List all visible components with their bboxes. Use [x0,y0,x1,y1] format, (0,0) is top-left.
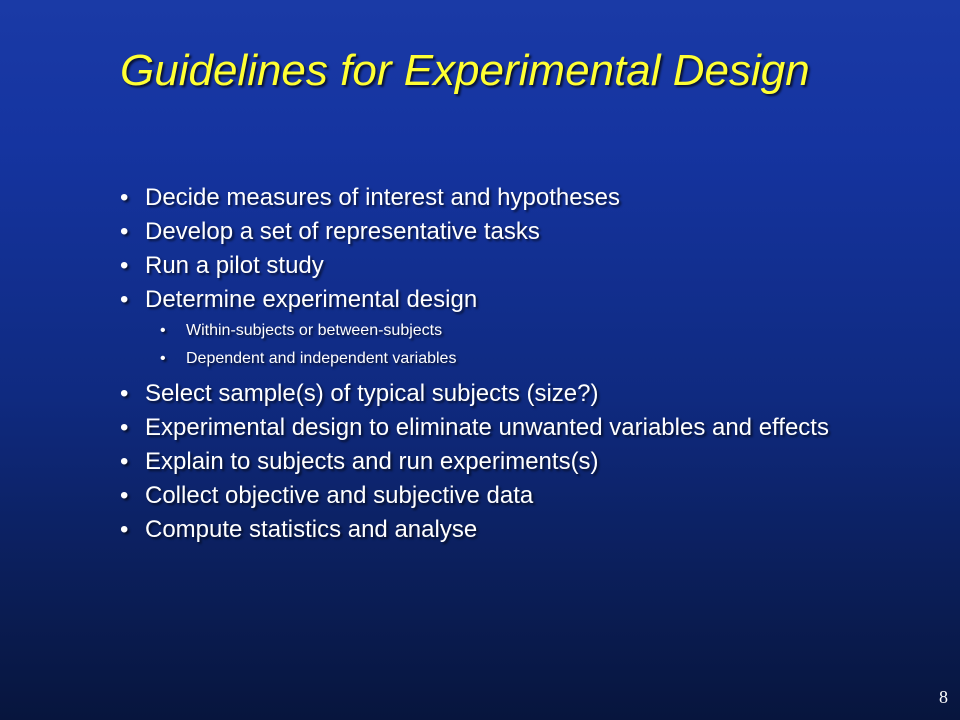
bullet-item [120,220,840,244]
bullet-dot-icon: • [120,252,129,279]
bullet-text: Decide measures of interest and hypotheses [145,184,620,211]
bullet-dot-icon: • [120,286,129,313]
bullet-text: Determine experimental design [145,286,478,313]
bullet-dot-icon: • [120,184,129,211]
bullet-text: Experimental design to eliminate unwanted variables and effects [145,414,829,441]
bullet-dot-icon: • [120,380,129,407]
bullet-list [120,186,840,552]
bullet-text: Select sample(s) of typical subjects (size?) [145,380,599,407]
bullet-dot-icon: • [120,482,129,509]
bullet-dot-icon: • [120,448,129,475]
bullet-dot-icon: • [120,218,129,245]
bullet-item [120,382,840,406]
bullet-dot-icon: • [160,350,166,367]
slide-title: Guidelines for Experimental Design [120,46,810,95]
bullet-item [120,450,840,474]
bullet-item [120,518,840,542]
bullet-item [120,288,840,312]
bullet-text: Collect objective and subjective data [145,482,534,509]
sub-bullet-text: Within-subjects or between-subjects [186,322,443,339]
sub-bullet-item [120,322,840,340]
sub-bullet-text: Dependent and independent variables [186,350,457,367]
bullet-text: Develop a set of representative tasks [145,218,540,245]
bullet-dot-icon: • [120,414,129,441]
sub-bullet-item [120,350,840,368]
bullet-dot-icon: • [160,322,166,339]
bullet-text: Run a pilot study [145,252,324,279]
page-number: 8 [939,687,948,707]
bullet-text: Compute statistics and analyse [145,516,478,543]
bullet-item [120,186,840,210]
bullet-item [120,484,840,508]
bullet-text: Explain to subjects and run experiments(s) [145,448,599,475]
bullet-item [120,254,840,278]
bullet-item [120,416,840,440]
bullet-dot-icon: • [120,516,129,543]
